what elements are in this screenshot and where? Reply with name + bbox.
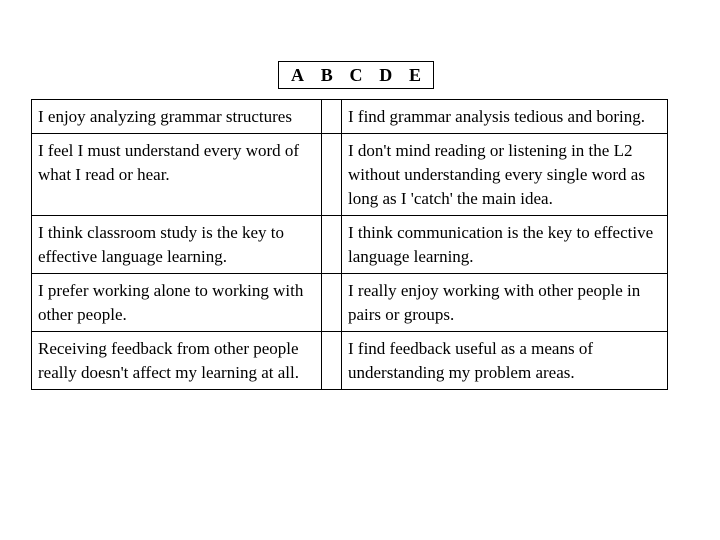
left-statement: I think classroom study is the key to effective language learning. bbox=[32, 216, 322, 274]
rating-cell bbox=[322, 216, 342, 274]
rating-cell bbox=[322, 134, 342, 216]
table-row bbox=[32, 274, 668, 332]
right-statement: I really enjoy working with other people in pairs or groups. bbox=[342, 274, 668, 332]
scale-label-e: E bbox=[408, 64, 421, 85]
scale-label-d: D bbox=[379, 64, 393, 85]
table-row bbox=[32, 216, 668, 274]
scale-label-a: A bbox=[291, 64, 304, 85]
rating-cell bbox=[322, 100, 342, 134]
right-statement: I don't mind reading or listening in the L2 without understanding every single word as long as I 'catch' the main idea. bbox=[342, 134, 668, 216]
table-row bbox=[32, 134, 668, 216]
right-statement: I think communication is the key to effective language learning. bbox=[342, 216, 668, 274]
left-statement: Receiving feedback from other people really doesn't affect my learning at all. bbox=[32, 332, 322, 390]
right-statement: I find feedback useful as a means of understanding my problem areas. bbox=[342, 332, 668, 390]
scale-label-b: B bbox=[320, 64, 333, 85]
rating-cell bbox=[322, 332, 342, 390]
preference-table bbox=[31, 99, 668, 390]
scale-label-c: C bbox=[349, 64, 363, 85]
rating-cell bbox=[322, 274, 342, 332]
left-statement: I enjoy analyzing grammar structures bbox=[32, 100, 322, 134]
table-row bbox=[32, 332, 668, 390]
scale-header bbox=[278, 61, 434, 89]
right-statement: I find grammar analysis tedious and boring. bbox=[342, 100, 668, 134]
left-statement: I prefer working alone to working with other people. bbox=[32, 274, 322, 332]
left-statement: I feel I must understand every word of what I read or hear. bbox=[32, 134, 322, 216]
table-row bbox=[32, 100, 668, 134]
